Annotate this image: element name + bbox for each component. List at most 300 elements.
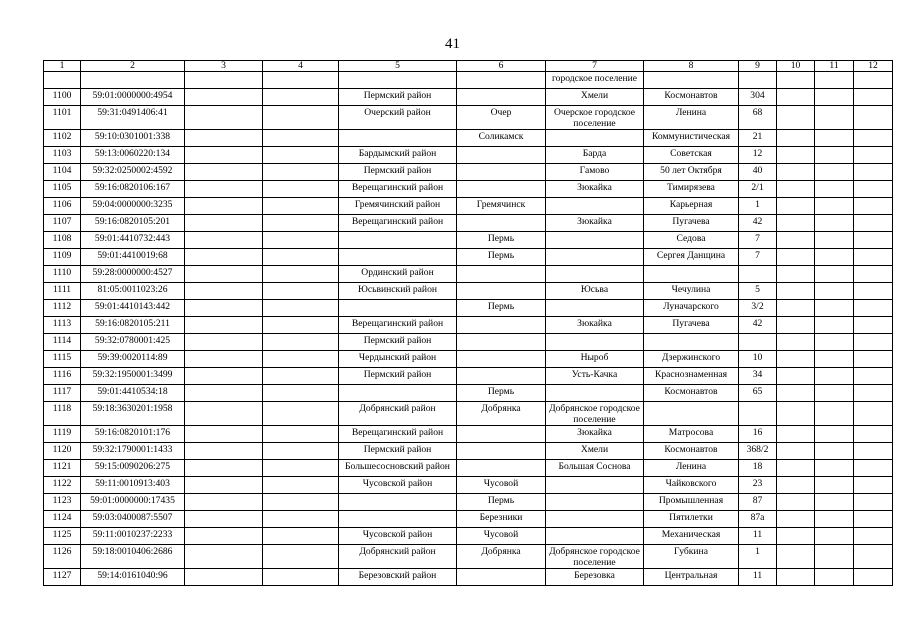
city-cell	[457, 569, 546, 586]
col-3-cell	[185, 511, 263, 528]
street-cell: Коммунистическая	[644, 130, 739, 147]
cadastral-number-cell: 59:11:0010913:403	[81, 477, 185, 494]
table-row	[44, 460, 893, 477]
col-3-cell	[185, 164, 263, 181]
column-header: 4	[263, 61, 339, 72]
col-4-cell	[263, 198, 339, 215]
col-11-cell	[815, 300, 854, 317]
col-12-cell	[854, 511, 893, 528]
col-4-cell	[263, 72, 339, 89]
street-cell: Космонавтов	[644, 443, 739, 460]
column-header: 7	[546, 61, 644, 72]
page-number: 41	[445, 36, 460, 52]
street-cell: Тимирязева	[644, 181, 739, 198]
house-number-cell: 42	[739, 317, 777, 334]
row-number-cell: 1120	[44, 443, 81, 460]
col-4-cell	[263, 385, 339, 402]
street-cell: Чечулина	[644, 283, 739, 300]
col-11-cell	[815, 528, 854, 545]
col-12-cell	[854, 283, 893, 300]
district-cell: Чусовской район	[339, 528, 457, 545]
col-10-cell	[777, 511, 815, 528]
col-11-cell	[815, 494, 854, 511]
col-10-cell	[777, 249, 815, 266]
street-cell: Краснознаменная	[644, 368, 739, 385]
col-10-cell	[777, 385, 815, 402]
city-cell: Чусовой	[457, 477, 546, 494]
street-cell	[644, 334, 739, 351]
col-4-cell	[263, 368, 339, 385]
house-number-cell: 5	[739, 283, 777, 300]
col-3-cell	[185, 528, 263, 545]
col-12-cell	[854, 72, 893, 89]
table-row	[44, 147, 893, 164]
settlement-cell: Зюкайка	[546, 317, 644, 334]
house-number-cell	[739, 402, 777, 426]
col-3-cell	[185, 249, 263, 266]
col-3-cell	[185, 106, 263, 130]
house-number-cell: 18	[739, 460, 777, 477]
row-number-cell: 1108	[44, 232, 81, 249]
col-3-cell	[185, 334, 263, 351]
col-11-cell	[815, 89, 854, 106]
col-12-cell	[854, 426, 893, 443]
house-number-cell: 11	[739, 569, 777, 586]
col-11-cell	[815, 181, 854, 198]
row-number-cell: 1106	[44, 198, 81, 215]
district-cell: Добрянский район	[339, 545, 457, 569]
city-cell: Березники	[457, 511, 546, 528]
city-cell: Гремячинск	[457, 198, 546, 215]
col-4-cell	[263, 89, 339, 106]
house-number-cell: 7	[739, 249, 777, 266]
table-row	[44, 249, 893, 266]
cadastral-number-cell: 59:32:1790001:1433	[81, 443, 185, 460]
city-cell: Пермь	[457, 494, 546, 511]
table-row	[44, 368, 893, 385]
city-cell	[457, 334, 546, 351]
house-number-cell: 65	[739, 385, 777, 402]
district-cell: Верещагинский район	[339, 181, 457, 198]
col-3-cell	[185, 569, 263, 586]
row-number-cell: 1107	[44, 215, 81, 232]
col-10-cell	[777, 300, 815, 317]
column-header: 10	[777, 61, 815, 72]
street-cell: Луначарского	[644, 300, 739, 317]
col-10-cell	[777, 368, 815, 385]
settlement-cell: Хмели	[546, 443, 644, 460]
column-header: 6	[457, 61, 546, 72]
city-cell	[457, 215, 546, 232]
city-cell: Пермь	[457, 385, 546, 402]
col-12-cell	[854, 249, 893, 266]
col-3-cell	[185, 317, 263, 334]
cadastral-number-cell: 59:03:0400087:5507	[81, 511, 185, 528]
settlement-cell	[546, 232, 644, 249]
col-4-cell	[263, 164, 339, 181]
table-row	[44, 402, 893, 426]
row-number-cell: 1115	[44, 351, 81, 368]
city-cell	[457, 266, 546, 283]
row-number-cell: 1110	[44, 266, 81, 283]
cadastral-number-cell: 59:14:0161040:96	[81, 569, 185, 586]
col-4-cell	[263, 181, 339, 198]
col-12-cell	[854, 164, 893, 181]
col-11-cell	[815, 72, 854, 89]
table-row	[44, 385, 893, 402]
district-cell: Юсьвинский район	[339, 283, 457, 300]
street-cell: Советская	[644, 147, 739, 164]
col-12-cell	[854, 317, 893, 334]
district-cell	[339, 511, 457, 528]
district-cell: Чердынский район	[339, 351, 457, 368]
col-3-cell	[185, 443, 263, 460]
col-11-cell	[815, 164, 854, 181]
row-number-cell: 1118	[44, 402, 81, 426]
cadastral-number-cell: 59:01:4410143:442	[81, 300, 185, 317]
col-3-cell	[185, 494, 263, 511]
col-11-cell	[815, 334, 854, 351]
street-cell: Ленина	[644, 106, 739, 130]
col-12-cell	[854, 385, 893, 402]
settlement-cell: Гамово	[546, 164, 644, 181]
col-3-cell	[185, 545, 263, 569]
col-4-cell	[263, 249, 339, 266]
house-number-cell: 3/2	[739, 300, 777, 317]
settlement-cell	[546, 300, 644, 317]
col-10-cell	[777, 351, 815, 368]
row-number-cell: 1122	[44, 477, 81, 494]
street-cell	[644, 72, 739, 89]
district-cell: Гремячинский район	[339, 198, 457, 215]
house-number-cell: 87	[739, 494, 777, 511]
col-3-cell	[185, 198, 263, 215]
city-cell	[457, 460, 546, 477]
col-4-cell	[263, 545, 339, 569]
col-11-cell	[815, 426, 854, 443]
house-number-cell: 304	[739, 89, 777, 106]
city-cell	[457, 164, 546, 181]
col-3-cell	[185, 300, 263, 317]
city-cell: Соликамск	[457, 130, 546, 147]
col-4-cell	[263, 317, 339, 334]
column-header: 12	[854, 61, 893, 72]
cadastral-number-cell: 59:04:0000000:3235	[81, 198, 185, 215]
col-4-cell	[263, 130, 339, 147]
city-cell: Пермь	[457, 300, 546, 317]
cadastral-number-cell: 59:16:0820106:167	[81, 181, 185, 198]
cadastral-number-cell: 59:32:0250002:4592	[81, 164, 185, 181]
cadastral-number-cell: 59:18:3630201:1958	[81, 402, 185, 426]
district-cell	[339, 249, 457, 266]
settlement-cell: Юсьва	[546, 283, 644, 300]
cadastral-number-cell: 59:13:0060220:134	[81, 147, 185, 164]
col-11-cell	[815, 385, 854, 402]
col-10-cell	[777, 460, 815, 477]
column-header: 11	[815, 61, 854, 72]
column-header: 1	[44, 61, 81, 72]
street-cell: Пугачева	[644, 215, 739, 232]
column-header: 9	[739, 61, 777, 72]
settlement-cell: Ныроб	[546, 351, 644, 368]
city-cell	[457, 317, 546, 334]
col-12-cell	[854, 181, 893, 198]
city-cell: Очер	[457, 106, 546, 130]
table-row	[44, 181, 893, 198]
col-11-cell	[815, 215, 854, 232]
house-number-cell: 68	[739, 106, 777, 130]
col-4-cell	[263, 426, 339, 443]
col-10-cell	[777, 443, 815, 460]
col-4-cell	[263, 351, 339, 368]
house-number-cell	[739, 72, 777, 89]
table-row	[44, 283, 893, 300]
row-number-cell: 1114	[44, 334, 81, 351]
col-11-cell	[815, 368, 854, 385]
col-12-cell	[854, 569, 893, 586]
house-number-cell: 21	[739, 130, 777, 147]
street-cell	[644, 402, 739, 426]
col-4-cell	[263, 477, 339, 494]
house-number-cell: 1	[739, 198, 777, 215]
table-row	[44, 300, 893, 317]
col-11-cell	[815, 249, 854, 266]
cadastral-number-cell: 59:10:0301001:338	[81, 130, 185, 147]
city-cell: Добрянка	[457, 402, 546, 426]
col-12-cell	[854, 477, 893, 494]
col-11-cell	[815, 402, 854, 426]
street-cell: Промышленная	[644, 494, 739, 511]
street-cell: Центральная	[644, 569, 739, 586]
street-cell: Матросова	[644, 426, 739, 443]
cadastral-number-cell: 59:16:0820101:176	[81, 426, 185, 443]
col-12-cell	[854, 89, 893, 106]
district-cell: Добрянский район	[339, 402, 457, 426]
row-number-cell: 1119	[44, 426, 81, 443]
house-number-cell: 40	[739, 164, 777, 181]
col-10-cell	[777, 528, 815, 545]
street-cell: Седова	[644, 232, 739, 249]
settlement-cell: Усть-Качка	[546, 368, 644, 385]
col-11-cell	[815, 443, 854, 460]
street-cell	[644, 266, 739, 283]
street-cell: Механическая	[644, 528, 739, 545]
settlement-cell: Зюкайка	[546, 426, 644, 443]
table-row	[44, 528, 893, 545]
district-cell: Верещагинский район	[339, 426, 457, 443]
col-12-cell	[854, 266, 893, 283]
settlement-cell: Хмели	[546, 89, 644, 106]
column-header: 5	[339, 61, 457, 72]
col-4-cell	[263, 460, 339, 477]
col-3-cell	[185, 266, 263, 283]
col-4-cell	[263, 283, 339, 300]
house-number-cell: 16	[739, 426, 777, 443]
col-3-cell	[185, 477, 263, 494]
col-11-cell	[815, 130, 854, 147]
settlement-cell: городское поселение	[546, 72, 644, 89]
district-cell: Ординский район	[339, 266, 457, 283]
col-10-cell	[777, 72, 815, 89]
district-cell: Очерский район	[339, 106, 457, 130]
settlement-cell: Зюкайка	[546, 181, 644, 198]
row-number-cell: 1109	[44, 249, 81, 266]
settlement-cell	[546, 477, 644, 494]
city-cell	[457, 89, 546, 106]
table-row	[44, 511, 893, 528]
cadastral-number-cell	[81, 72, 185, 89]
col-12-cell	[854, 368, 893, 385]
col-12-cell	[854, 443, 893, 460]
col-3-cell	[185, 283, 263, 300]
col-11-cell	[815, 198, 854, 215]
table-row	[44, 477, 893, 494]
col-10-cell	[777, 181, 815, 198]
col-4-cell	[263, 511, 339, 528]
cadastral-number-cell: 59:18:0010406:2686	[81, 545, 185, 569]
house-number-cell: 2/1	[739, 181, 777, 198]
col-10-cell	[777, 426, 815, 443]
col-3-cell	[185, 385, 263, 402]
city-cell: Чусовой	[457, 528, 546, 545]
house-number-cell: 23	[739, 477, 777, 494]
district-cell: Пермский район	[339, 334, 457, 351]
settlement-cell	[546, 198, 644, 215]
cadastral-number-cell: 59:16:0820105:211	[81, 317, 185, 334]
city-cell: Добрянка	[457, 545, 546, 569]
table-row	[44, 89, 893, 106]
cadastral-number-cell: 59:11:0010237:2233	[81, 528, 185, 545]
col-10-cell	[777, 317, 815, 334]
district-cell: Березовский район	[339, 569, 457, 586]
col-11-cell	[815, 351, 854, 368]
district-cell	[339, 72, 457, 89]
col-12-cell	[854, 147, 893, 164]
settlement-cell: Зюкайка	[546, 215, 644, 232]
house-number-cell: 10	[739, 351, 777, 368]
table-row	[44, 164, 893, 181]
col-10-cell	[777, 402, 815, 426]
col-4-cell	[263, 232, 339, 249]
settlement-cell: Очерское городское поселение	[546, 106, 644, 130]
city-cell	[457, 181, 546, 198]
row-number-cell: 1124	[44, 511, 81, 528]
table-row	[44, 426, 893, 443]
house-number-cell	[739, 334, 777, 351]
table-row	[44, 317, 893, 334]
settlement-cell: Березовка	[546, 569, 644, 586]
row-number-cell: 1101	[44, 106, 81, 130]
row-number-cell: 1113	[44, 317, 81, 334]
house-number-cell: 12	[739, 147, 777, 164]
col-12-cell	[854, 351, 893, 368]
street-cell: Космонавтов	[644, 89, 739, 106]
row-number-cell: 1121	[44, 460, 81, 477]
table-row	[44, 198, 893, 215]
col-4-cell	[263, 334, 339, 351]
col-3-cell	[185, 130, 263, 147]
district-cell	[339, 385, 457, 402]
table-row	[44, 232, 893, 249]
col-10-cell	[777, 477, 815, 494]
col-11-cell	[815, 147, 854, 164]
settlement-cell	[546, 511, 644, 528]
col-12-cell	[854, 215, 893, 232]
district-cell: Пермский район	[339, 368, 457, 385]
district-cell	[339, 494, 457, 511]
col-4-cell	[263, 266, 339, 283]
col-3-cell	[185, 181, 263, 198]
cadastral-number-cell: 81:05:0011023:26	[81, 283, 185, 300]
table-row	[44, 334, 893, 351]
city-cell	[457, 72, 546, 89]
cadastral-number-cell: 59:31:0491406:41	[81, 106, 185, 130]
district-cell: Бардымский район	[339, 147, 457, 164]
col-4-cell	[263, 106, 339, 130]
district-cell: Большесосновский район	[339, 460, 457, 477]
col-12-cell	[854, 460, 893, 477]
col-3-cell	[185, 368, 263, 385]
col-4-cell	[263, 528, 339, 545]
city-cell	[457, 443, 546, 460]
row-number-cell: 1125	[44, 528, 81, 545]
row-number-cell: 1116	[44, 368, 81, 385]
house-number-cell: 368/2	[739, 443, 777, 460]
col-12-cell	[854, 198, 893, 215]
col-12-cell	[854, 130, 893, 147]
district-cell: Пермский район	[339, 89, 457, 106]
col-3-cell	[185, 402, 263, 426]
col-10-cell	[777, 147, 815, 164]
row-number-cell: 1123	[44, 494, 81, 511]
district-cell: Верещагинский район	[339, 317, 457, 334]
col-11-cell	[815, 317, 854, 334]
street-cell: Дзержинского	[644, 351, 739, 368]
row-number-cell: 1127	[44, 569, 81, 586]
cadastral-number-cell: 59:01:0000000:17435	[81, 494, 185, 511]
house-number-cell: 7	[739, 232, 777, 249]
col-12-cell	[854, 545, 893, 569]
col-10-cell	[777, 334, 815, 351]
settlement-cell: Барда	[546, 147, 644, 164]
cadastral-number-cell: 59:32:0780001:425	[81, 334, 185, 351]
district-cell	[339, 130, 457, 147]
street-cell: Сергея Данщина	[644, 249, 739, 266]
row-number-cell: 1100	[44, 89, 81, 106]
column-header: 8	[644, 61, 739, 72]
row-number-cell: 1104	[44, 164, 81, 181]
col-11-cell	[815, 106, 854, 130]
row-number-cell	[44, 72, 81, 89]
city-cell: Пермь	[457, 232, 546, 249]
col-4-cell	[263, 494, 339, 511]
settlement-cell	[546, 334, 644, 351]
col-11-cell	[815, 283, 854, 300]
row-number-cell: 1112	[44, 300, 81, 317]
table-row	[44, 351, 893, 368]
settlement-cell: Добрянское городское поселение	[546, 545, 644, 569]
row-number-cell: 1102	[44, 130, 81, 147]
col-3-cell	[185, 72, 263, 89]
table-row	[44, 130, 893, 147]
col-4-cell	[263, 443, 339, 460]
col-3-cell	[185, 89, 263, 106]
cadastral-number-cell: 59:32:1950001:3499	[81, 368, 185, 385]
row-number-cell: 1117	[44, 385, 81, 402]
city-cell: Пермь	[457, 249, 546, 266]
cadastral-number-cell: 59:01:4410732:443	[81, 232, 185, 249]
col-3-cell	[185, 426, 263, 443]
